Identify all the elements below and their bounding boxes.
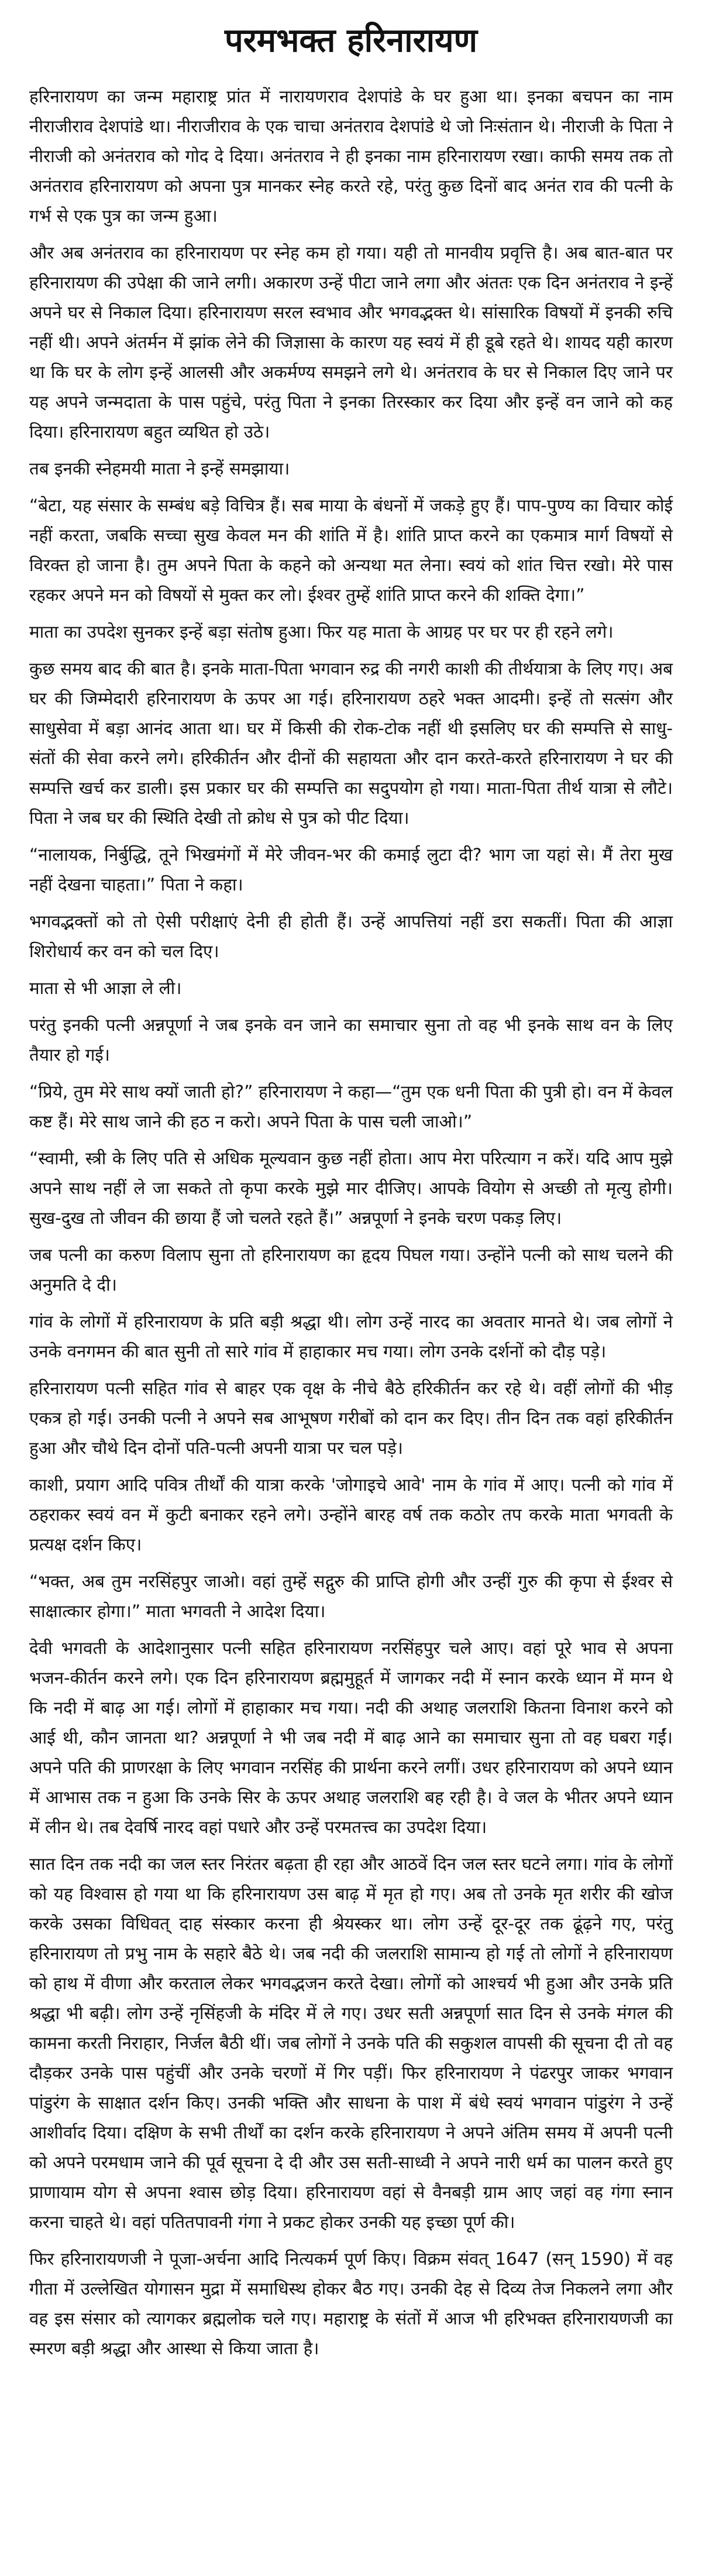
paragraph: माता से भी आज्ञा ले ली। xyxy=(29,978,182,998)
paragraph: हरिनारायण पत्नी सहित गांव से बाहर एक वृक्ष के नीचे बैठे हरिकीर्तन कर रहे थे। वहीं लोगों की भीड़ एकत्र हो गई। उनकी पत्नी ने अपने सब आभूषण गरीबों को दान कर दिए। तीन दिन तक वहां हरिकीर्तन हुआ और चौथे दिन दोनों पति-पत्नी अपनी यात्रा पर चल पड़े। xyxy=(29,1378,673,1458)
paragraph: तब इनकी स्नेहमयी माता ने इन्हें समझाया। xyxy=(29,459,290,479)
paragraph: माता का उपदेश सुनकर इन्हें बड़ा संतोष हुआ। फिर यह माता के आग्रह पर घर पर ही रहने लगे। xyxy=(29,622,614,642)
paragraph: गांव के लोगों में हरिनारायण के प्रति बड़ी श्रद्धा थी। लोग उन्हें नारद का अवतार मानते थे। जब लोगों ने उनके वनगमन की बात सुनी तो सारे गांव में हाहाकार मच गया। लोग उनके दर्शनों को दौड़ पड़े। xyxy=(29,1312,673,1361)
paragraph: हरिनारायण का जन्म महाराष्ट्र प्रांत में नारायणराव देशपांडे के घर हुआ था। इनका बचपन का नाम नीराजीराव देशपांडे था। नीराजीराव के एक चाचा अनंतराव देशपांडे थे जो निःसंतान थे। नीराजी के पिता ने नीराजी को अनंतराव को गोद दे दिया। अनंतराव ने ही इनका नाम हरिनारायण रखा। काफी समय तक तो अनंतराव हरिनारायण को अपना पुत्र मानकर स्नेह करते रहे, परंतु कुछ दिनों बाद अनंत राव की पत्नी के गर्भ से एक पुत्र का जन्म हुआ। xyxy=(29,87,673,226)
paragraph: परंतु इनकी पत्नी अन्नपूर्णा ने जब इनके वन जाने का समाचार सुना तो वह भी इनके साथ वन के लिए तैयार हो गई। xyxy=(29,1015,673,1065)
paragraph: जब पत्नी का करुण विलाप सुना तो हरिनारायण का हृदय पिघल गया। उन्होंने पत्नी को साथ चलने की अनुमति दे दी। xyxy=(29,1245,673,1295)
paragraph: फिर हरिनारायणजी ने पूजा-अर्चना आदि नित्यकर्म पूर्ण किए। विक्रम संवत् 1647 (सन् 1590) में वह गीता में उल्लेखित योगासन मुद्रा में समाधिस्थ होकर बैठ गए। उनकी देह से दिव्य तेज निकलने लगा और वह इस संसार को त्यागकर ब्रह्मलोक चले गए। महाराष्ट्र के संतों में आज भी हरिभक्त हरिनारायणजी का स्मरण बड़ी श्रद्धा और आस्था से किया जाता है। xyxy=(29,2249,673,2358)
paragraph: “बेटा, यह संसार के सम्बंध बड़े विचित्र हैं। सब माया के बंधनों में जकड़े हुए हैं। पाप-पुण्य का विचार कोई नहीं करता, जबकि सच्चा सुख केवल मन की शांति में है। शांति प्राप्त करने का एकमात्र मार्ग विषयों से विरक्त हो जाना है। तुम अपने पिता के कहने को अन्यथा मत लेना। स्वयं को शांत चित्त रखो। मेरे पास रहकर अपने मन को विषयों से मुक्त कर लो। ईश्वर तुम्हें शांति प्राप्त करने की शक्ति देगा।” xyxy=(29,496,673,605)
article-body xyxy=(29,82,673,2364)
paragraph: सात दिन तक नदी का जल स्तर निरंतर बढ़ता ही रहा और आठवें दिन जल स्तर घटने लगा। गांव के लोगों को यह विश्वास हो गया था कि हरिनारायण उस बाढ़ में मृत हो गए। अब तो उनके मृत शरीर की खोज करके उसका विधिवत् दाह संस्कार करना ही श्रेयस्कर था। लोग उन्हें दूर-दूर तक ढूंढ़ने गए, परंतु हरिनारायण तो प्रभु नाम के सहारे बैठे थे। जब नदी की जलराशि सामान्य हो गई तो लोगों ने हरिनारायण को हाथ में वीणा और करताल लेकर भगवद्भजन करते देखा। लोगों को आश्चर्य भी हुआ और उनके प्रति श्रद्धा भी बढ़ी। लोग उन्हें नृसिंहजी के मंदिर में ले गए। उधर सती अन्नपूर्णा सात दिन से उनके मंगल की कामना करती निराहार, निर्जल बैठी थीं। जब लोगों ने उनके पति की सकुशल वापसी की सूचना दी तो वह दौड़कर उनके पास पहुंचीं और उनके चरणों में गिर पड़ीं। फिर हरिनारायण ने पंढरपुर जाकर भगवान पांडुरंग के साक्षात दर्शन किए। उनकी भक्ति और साधना के पाश में बंधे स्वयं भगवान पांडुरंग ने उन्हें आशीर्वाद दिया। दक्षिण के सभी तीर्थों का दर्शन करके हरिनारायण ने अपने अंतिम समय में अपनी पत्नी को अपने परमधाम जाने की पूर्व सूचना दे दी और उस सती-साध्वी ने अपने नारी धर्म का पालन करते हुए प्राणायाम योग से अपना श्वास छोड़ दिया। हरिनारायण वहां से वैनबड़ी ग्राम आए जहां वह गंगा स्नान करना चाहते थे। वहां पतितपावनी गंगा ने प्रकट होकर उनकी यह इच्छा पूर्ण की। xyxy=(29,1854,673,2232)
paragraph: और अब अनंतराव का हरिनारायण पर स्नेह कम हो गया। यही तो मानवीय प्रवृत्ति है। अब बात-बात पर हरिनारायण की उपेक्षा की जाने लगी। अकारण उन्हें पीटा जाने लगा और अंततः एक दिन अनंतराव ने इन्हें अपने घर से निकाल दिया। हरिनारायण सरल स्वभाव और भगवद्भक्त थे। सांसारिक विषयों में इनकी रुचि नहीं थी। अपने अंतर्मन में झांक लेने की जिज्ञासा के कारण यह स्वयं में ही डूबे रहते थे। शायद यही कारण था कि घर के लोग इन्हें आलसी और अकर्मण्य समझने लगे थे। अनंतराव के घर से निकाल दिए जाने पर यह अपने जन्मदाता के पास पहुंचे, परंतु पिता ने इनका तिरस्कार कर दिया और इन्हें वन जाने को कह दिया। हरिनारायण बहुत व्यथित हो उठे। xyxy=(29,243,673,442)
paragraph: भगवद्भक्तों को तो ऐसी परीक्षाएं देनी ही होती हैं। उन्हें आपत्तियां नहीं डरा सकतीं। पिता की आज्ञा शिरोधार्य कर वन को चल दिए। xyxy=(29,912,673,961)
paragraph: कुछ समय बाद की बात है। इनके माता-पिता भगवान रुद्र की नगरी काशी की तीर्थयात्रा के लिए गए। अब घर की जिम्मेदारी हरिनारायण के ऊपर आ गई। हरिनारायण ठहरे भक्त आदमी। इन्हें तो सत्संग और साधुसेवा में बड़ा आनंद आता था। घर में किसी की रोक-टोक नहीं थी इसलिए घर की सम्पत्ति से साधु-संतों की सेवा करने लगे। हरिकीर्तन और दीनों की सहायता और दान करते-करते हरिनारायण ने घर की सम्पत्ति खर्च कर डाली। इस प्रकार घर की सम्पत्ति का सदुपयोग हो गया। माता-पिता तीर्थ यात्रा से लौटे। पिता ने जब घर की स्थिति देखी तो क्रोध से पुत्र को पीट दिया। xyxy=(29,659,673,828)
paragraph: देवी भगवती के आदेशानुसार पत्नी सहित हरिनारायण नरसिंहपुर चले आए। वहां पूरे भाव से अपना भजन-कीर्तन करने लगे। एक दिन हरिनारायण ब्रह्ममुहूर्त में जागकर नदी में स्नान करके ध्यान में मग्न थे कि नदी में बाढ़ आ गई। लोगों में हाहाकार मच गया। नदी की अथाह जलराशि कितना विनाश करने को आई थी, कौन जानता था? अन्नपूर्णा ने भी जब नदी में बाढ़ आने का समाचार सुना तो वह घबरा गईं। अपने पति की प्राणरक्षा के लिए भगवान नरसिंह की प्रार्थना करने लगीं। उधर हरिनारायण को अपने ध्यान में आभास तक न हुआ कि उनके सिर के ऊपर अथाह जलराशि बह रही है। वे जल के भीतर अपने ध्यान में लीन थे। तब देवर्षि नारद वहां पधारे और उन्हें परमतत्त्व का उपदेश दिया। xyxy=(29,1638,673,1837)
paragraph: “भक्त, अब तुम नरसिंहपुर जाओ। वहां तुम्हें सद्गुरु की प्राप्ति होगी और उन्हीं गुरु की कृपा से ईश्वर से साक्षात्कार होगा।” माता भगवती ने आदेश दिया। xyxy=(29,1571,673,1621)
article-title: परमभक्त हरिनारायण xyxy=(224,22,478,60)
paragraph: “स्वामी, स्त्री के लिए पति से अधिक मूल्यवान कुछ नहीं होता। आप मेरा परित्याग न करें। यदि आप मुझे अपने साथ नहीं ले जा सकते तो कृपा करके मुझे मार दीजिए। आपके वियोग से अच्छी तो मृत्यु होगी। सुख-दुख तो जीवन की छाया हैं जो चलते रहते हैं।” अन्नपूर्णा ने इनके चरण पकड़ लिए। xyxy=(29,1148,673,1228)
paragraph: काशी, प्रयाग आदि पवित्र तीर्थों की यात्रा करके 'जोगाइचे आवे' नाम के गांव में आए। पत्नी को गांव में ठहराकर स्वयं वन में कुटी बनाकर रहने लगे। उन्होंने बारह वर्ष तक कठोर तप करके माता भगवती के प्रत्यक्ष दर्शन किए। xyxy=(29,1475,673,1554)
paragraph: “नालायक, निर्बुद्धि, तूने भिखमंगों में मेरे जीवन-भर की कमाई लुटा दी? भाग जा यहां से। मैं तेरा मुख नहीं देखना चाहता।” पिता ने कहा। xyxy=(29,845,673,895)
paragraph: “प्रिये, तुम मेरे साथ क्यों जाती हो?” हरिनारायण ने कहा—“तुम एक धनी पिता की पुत्री हो। वन में केवल कष्ट हैं। मेरे साथ जाने की हठ न करो। अपने पिता के पास चली जाओ।” xyxy=(29,1082,673,1131)
